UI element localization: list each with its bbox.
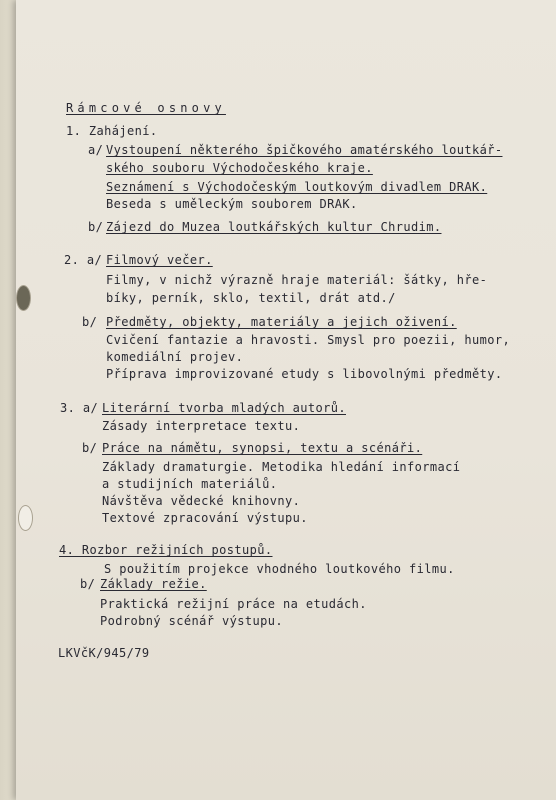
- section-4-a-line-1: S použitím projekce vhodného loutkového filmu.: [104, 562, 455, 576]
- section-4-b-line-2: Praktická režijní práce na etudách.: [100, 597, 367, 611]
- section-2-b-line-3: komediální projev.: [106, 350, 244, 364]
- section-3-b-line-1: Práce na námětu, synopsi, textu a scénáři.: [102, 441, 423, 455]
- section-1-a-line-1: Vystoupení některého špičkového amatérského loutkář-: [106, 143, 503, 157]
- section-4-b-line-1: Základy režie.: [100, 577, 207, 591]
- punch-hole: [18, 505, 33, 531]
- section-1-a-marker: a/: [88, 143, 104, 157]
- section-3-b-line-3: a studijních materiálů.: [102, 477, 278, 491]
- section-2-b-line-4: Příprava improvizované etudy s libovolnými předměty.: [106, 367, 503, 381]
- section-3-a-line-2: Zásady interpretace textu.: [102, 419, 301, 433]
- section-2-b-line-1: Předměty, objekty, materiály a jejich oživení.: [106, 315, 457, 329]
- section-1-a-line-4: Beseda s uměleckým souborem DRAK.: [106, 197, 358, 211]
- section-2-b-marker: b/: [82, 315, 98, 329]
- section-4-heading: 4. Rozbor režijních postupů.: [59, 543, 273, 557]
- section-1-b-line-1: Zájezd do Muzea loutkářských kultur Chrudim.: [106, 220, 442, 234]
- document-page: [16, 0, 556, 800]
- punch-hole: [16, 285, 31, 311]
- section-2-a-line-1: Filmový večer.: [106, 253, 213, 267]
- section-1-a-line-3: Seznámení s Východočeským loutkovým divadlem DRAK.: [106, 180, 488, 194]
- section-2-a-line-3: bíky, perník, sklo, textil, drát atd./: [106, 291, 396, 305]
- section-4-b-marker: b/: [80, 577, 96, 591]
- section-3-b-line-4: Návštěva vědecké knihovny.: [102, 494, 301, 508]
- section-4-b-line-3: Podrobný scénář výstupu.: [100, 614, 283, 628]
- section-1-a-line-2: ského souboru Východočeského kraje.: [106, 161, 373, 175]
- section-3-b-line-5: Textové zpracování výstupu.: [102, 511, 308, 525]
- section-1-b-marker: b/: [88, 220, 104, 234]
- section-3-b-marker: b/: [82, 441, 98, 455]
- document-title: Rámcové osnovy: [66, 101, 226, 115]
- section-3-marker: 3. a/: [60, 401, 99, 415]
- section-3-a-line-1: Literární tvorba mladých autorů.: [102, 401, 346, 415]
- section-2-marker: 2. a/: [64, 253, 103, 267]
- section-3-b-line-2: Základy dramaturgie. Metodika hledání informací: [102, 460, 461, 474]
- section-2-a-line-2: Filmy, v nichž výrazně hraje materiál: šátky, hře-: [106, 273, 488, 287]
- document-reference-code: LKVčK/945/79: [58, 646, 150, 660]
- section-1-heading: 1. Zahájení.: [66, 124, 158, 138]
- section-2-b-line-2: Cvičení fantazie a hravosti. Smysl pro poezii, humor,: [106, 333, 511, 347]
